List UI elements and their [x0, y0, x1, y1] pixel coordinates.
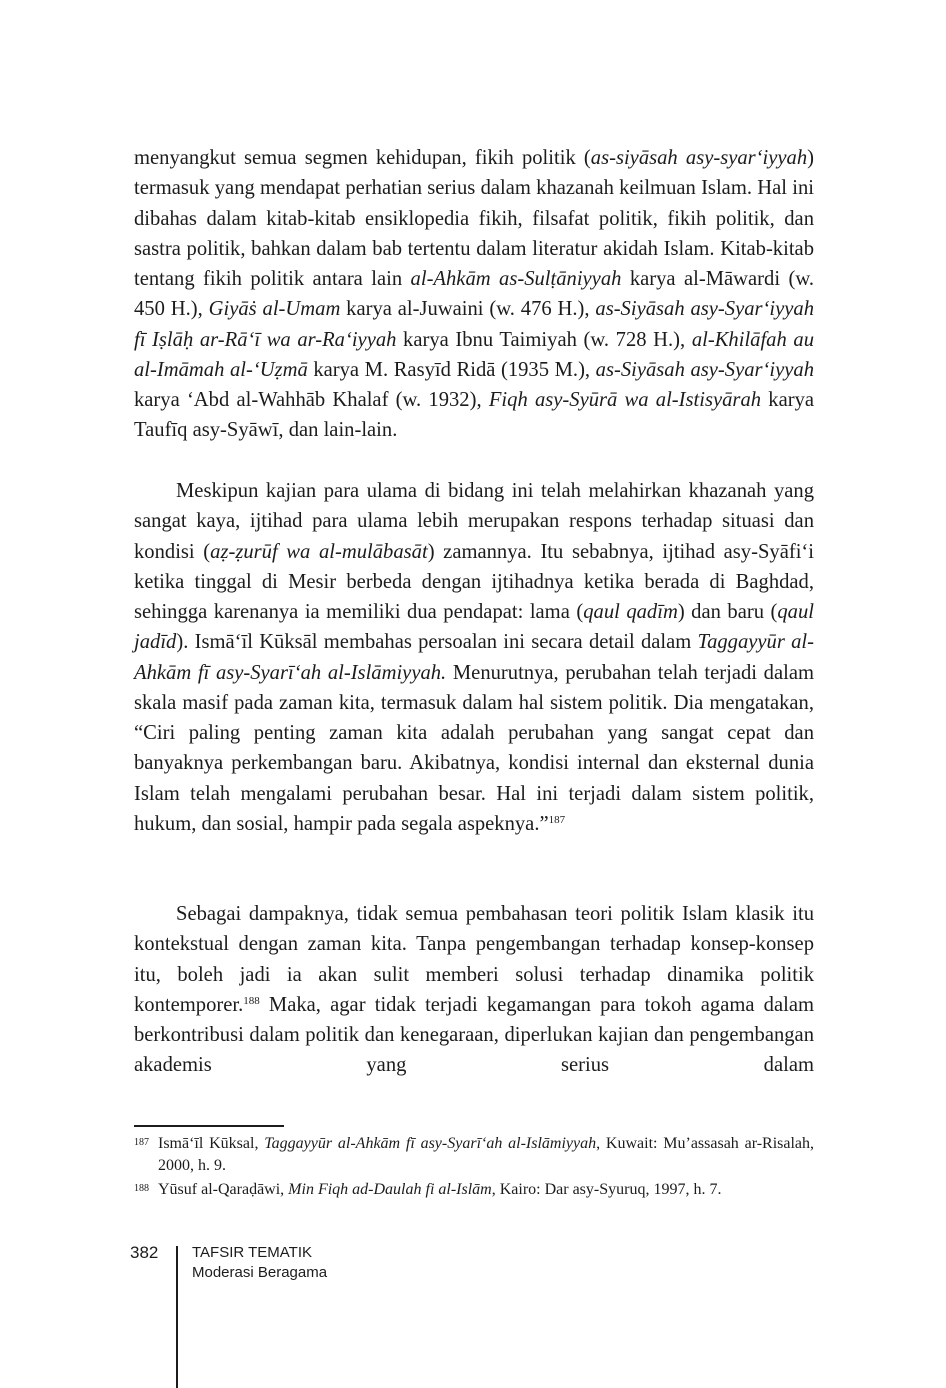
body-paragraph-1: [134, 143, 814, 446]
para1-italic-term: as-siyāsah asy-syar‘iyyah: [590, 147, 808, 169]
footer-vertical-rule: [176, 1246, 178, 1388]
footnote-author: Ismā‘īl Kūksal,: [158, 1135, 265, 1152]
volume-title: Moderasi Beragama: [192, 1264, 328, 1281]
para1-text: menyangkut semua segmen kehidupan, fikih politik (: [134, 147, 591, 169]
running-footer: [192, 1243, 327, 1283]
para1-text: karya al-Māwardi (w. 450 H.),: [134, 268, 814, 321]
para2-italic-term: aẓ-ẓurūf wa al-mulābasāt: [210, 540, 428, 563]
para1-text: ) termasuk yang mendapat perhatian serius dalam khazanah keilmuan Islam. Hal ini dibahas dalam kitab-kitab ensiklopedia fikih, filsafat politik, fikih politik, dan sastra politik, bahkan dalam bab tertentu dalam literatur akidah Islam. Kitab-kitab tentang fikih politik antara lain: [134, 147, 814, 290]
footnotes: [134, 1133, 814, 1203]
footnote-ref-188[interactable]: 188: [243, 994, 260, 1007]
footnote-number: 187: [134, 1137, 149, 1148]
book-title-siyasah-islah: as-Siyāsah asy-Syar‘iyyah fī Iṣlāḥ ar-Rā‘ī wa ar-Ra‘iyyah: [134, 298, 814, 351]
footnote-number: 188: [134, 1183, 149, 1194]
para3-text: Maka, agar tidak terjadi kegamangan para tokoh agama dalam berkontribusi dalam politik dan kenegaraan, diperlukan kajian dan pengembangan akademis yang serius dalam: [134, 993, 814, 1077]
footnote-publication: , Kairo: Dar asy-Syuruq, 1997, h. 7.: [491, 1181, 722, 1198]
para2-text: ) dan baru (: [677, 601, 778, 623]
para3-text: Sebagai dampaknya, tidak semua pembahasan teori politik Islam klasik itu kontekstual dengan zaman kita. Tanpa pengembangan terhadap konsep-konsep itu, boleh jadi ia akan sulit memberi solusi terhadap dinamika politik kontemporer.: [134, 903, 814, 1016]
footnote-book-title: Min Fiqh ad-Daulah fi al-Islām: [288, 1181, 492, 1198]
book-title-ahkam-sultaniyyah: al-Ahkām as-Sulṭāniyyah: [410, 268, 622, 290]
series-title: TAFSIR TEMATIK: [192, 1244, 313, 1261]
page-number: 382: [130, 1243, 159, 1262]
footnote-text: [158, 1179, 814, 1201]
para2-text: ) zamannya. Itu sebabnya, ijtihad asy-Syāfi‘i ketika tinggal di Mesir berbeda dengan ijtihadnya ketika berada di Baghdad, sehingga karenanya ia memiliki dua pendapat: lama (: [134, 540, 814, 623]
italic-qaul-qadim: qaul qadīm: [583, 601, 678, 623]
para2-text: ). Ismā‘īl Kūksāl membahas persoalan ini secara detail dalam: [176, 631, 698, 654]
book-title-khilafah: al-Khilāfah au al-Imāmah al-‘Uẓmā: [134, 328, 814, 381]
para1-text: karya al-Juwaini (w. 476 H.),: [340, 298, 596, 321]
body-paragraph-2: [134, 476, 814, 839]
book-title-fiqh-asy-syura: Fiqh asy-Syūrā wa al-Istisyārah: [488, 389, 762, 411]
italic-qaul-jadid: qaul jadīd: [134, 601, 814, 654]
footnote-author: Yūsuf al-Qaraḍāwi,: [158, 1181, 289, 1198]
para1-text: karya Ibnu Taimiyah (w. 728 H.),: [396, 328, 692, 351]
footnote-187: [134, 1133, 814, 1177]
para1-text: karya Taufīq asy-Syāwī, dan lain-lain.: [134, 389, 815, 442]
book-title-taggayyur: Taggayyūr al-Ahkām fī asy-Syarī‘ah al-Islāmiyyah.: [134, 631, 814, 684]
footnote-ref-187[interactable]: 187: [548, 813, 566, 826]
book-title-siyasah-syariyyah: as-Siyāsah asy-Syar‘iyyah: [595, 358, 814, 381]
book-title-giyas-al-umam: Giyāṡ al-Umam: [208, 298, 341, 321]
footnote-publication: , Kuwait: Mu’assasah ar-Risalah, 2000, h. 9.: [158, 1135, 815, 1174]
para1-text: karya M. Rasyīd Ridā (1935 M.),: [307, 358, 596, 381]
para2-text: Meskipun kajian para ulama di bidang ini telah melahirkan khazanah yang sangat kaya, ijtihad para ulama lebih merupakan respons terhadap situasi dan kondisi (: [134, 480, 814, 563]
footnote-188: [134, 1179, 814, 1201]
para2-text: Menurutnya, perubahan telah terjadi dalam skala masif pada zaman kita, termasuk dalam hal sistem politik. Dia mengatakan, “Ciri paling penting zaman kita adalah perubahan yang sangat cepat dan banyaknya perkembangan baru. Akibatnya, kondisi internal dan eksternal dunia Islam telah mengalami perubahan besar. Hal ini terjadi dalam sistem politik, hukum, dan sosial, hampir pada segala aspeknya.”: [134, 661, 814, 835]
footnote-book-title: Taggayyūr al-Ahkām fī asy-Syarī‘ah al-Islāmiyyah: [264, 1135, 597, 1152]
footnote-text: [158, 1133, 814, 1177]
body-paragraph-3: [134, 899, 814, 1081]
para1-text: karya ‘Abd al-Wahhāb Khalaf (w. 1932),: [134, 389, 489, 411]
footnote-separator: [134, 1125, 284, 1127]
